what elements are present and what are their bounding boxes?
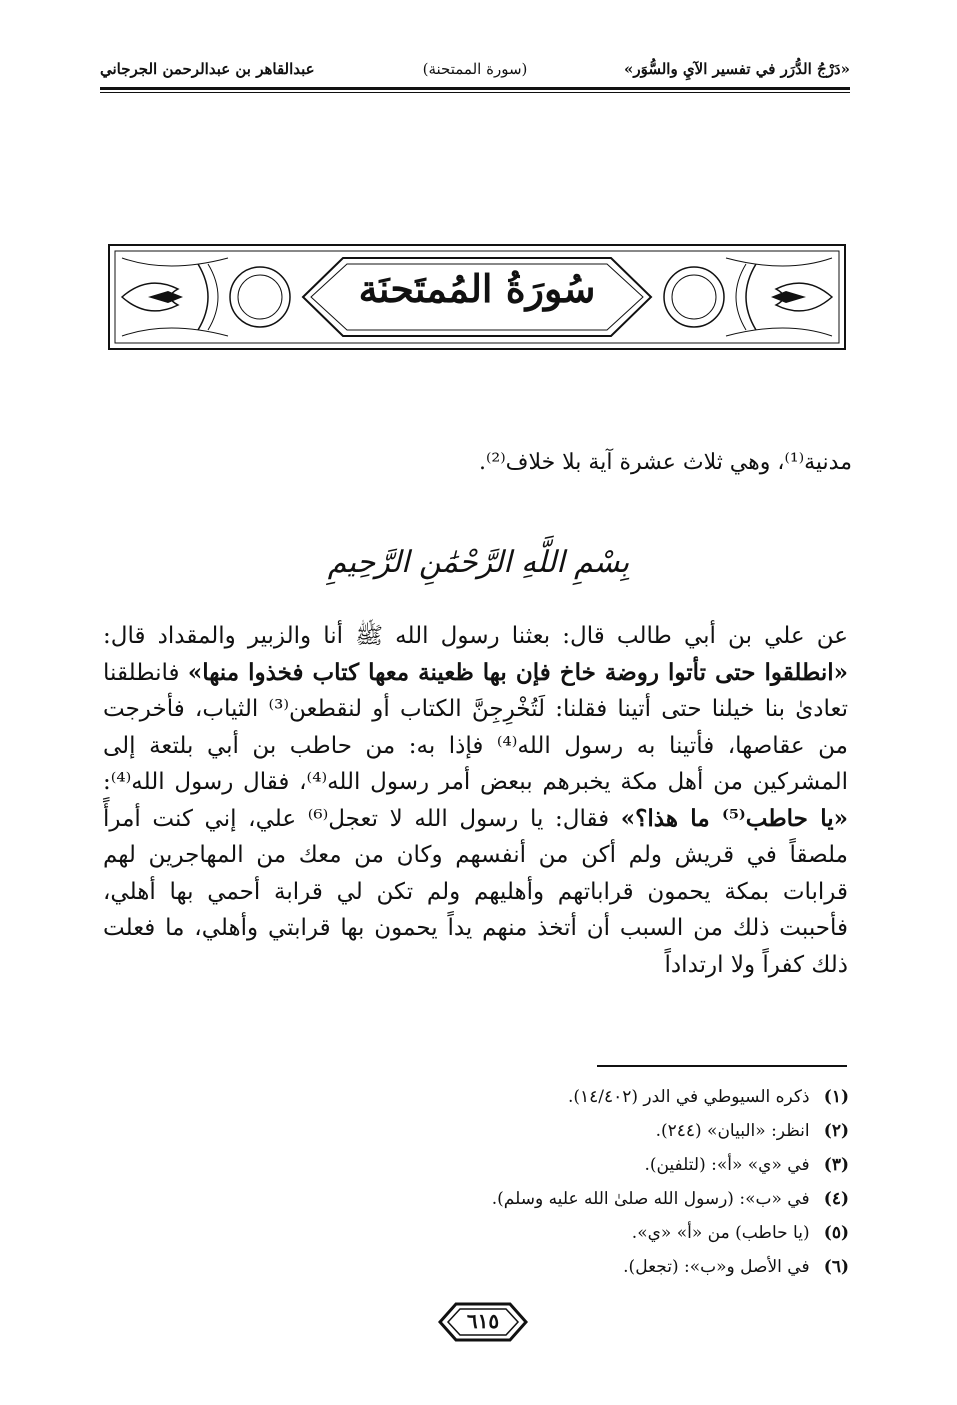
footnote-text: في الأصل و«ب»: (تجعل).	[623, 1257, 810, 1277]
body-text-1: عن علي بن أبي طالب قال: بعثنا رسول الله ﷺ أنا والزبير والمقداد قال:	[103, 623, 848, 649]
body-text-2: فانطلقنا تعادىٰ بنا خيلنا حتى أتينا فقلنا: لَتُخْرِجِنَّ الكتاب أو لنقطعن⁽³⁾ الثياب، فأخرجت من عقاصها، فأتينا به رسول الله⁽⁴⁾ فإذا به: من حاطب بن أبي بلتعة إلى المشركين من أهل مكة يخبرهم ببعض أمر رسول الله⁽⁴⁾، فقال رسول الله⁽⁴⁾:	[103, 659, 848, 795]
footnote-item	[249, 1114, 849, 1148]
footnote-text: (يا حاطب) من «أ» «ي».	[631, 1223, 810, 1243]
surah-title: سُورَةُ المُمتَحنَة	[358, 266, 596, 311]
footnote-item	[249, 1080, 849, 1114]
footnote-number: (٥)	[823, 1223, 849, 1243]
header-rule-thick	[100, 87, 850, 90]
footnote-number: (٢)	[823, 1121, 849, 1141]
body-paragraph	[103, 618, 848, 983]
page-number: ٦١٥	[466, 1309, 500, 1333]
footnote-item	[249, 1250, 849, 1284]
surah-tag: (سورة الممتحنة)	[422, 60, 528, 78]
footnote-number: (١)	[823, 1087, 849, 1107]
footnote-separator	[597, 1065, 847, 1067]
author-name: عبدالقاهر بن عبدالرحمن الجرجاني	[100, 60, 315, 78]
footnote-text: انظر: «البيان» (٢٤٤).	[655, 1121, 810, 1141]
running-header	[100, 48, 850, 88]
footnote-text: ذكره السيوطي في الدر (١٤/٤٠٢).	[567, 1087, 810, 1107]
footnote-number: (٦)	[823, 1257, 849, 1277]
basmala: بِسْمِ اللَّهِ الرَّحْمَٰنِ الرَّحِيمِ	[327, 545, 630, 580]
surah-intro: مدنية⁽¹⁾، وهي ثلاث عشرة آية بلا خلاف⁽²⁾.	[479, 450, 852, 475]
header-rule-thin	[100, 92, 850, 93]
footnote-item	[249, 1182, 849, 1216]
hadith-quote-1: «انطلقوا حتى تأتوا روضة خاخ فإن بها ظعينة معها كتاب فخذوا منها»	[187, 658, 848, 686]
hadith-quote-2: «يا حاطب⁽⁵⁾ ما هذا؟»	[620, 804, 848, 832]
body-text-3: فقال: يا رسول الله لا تعجل⁽⁶⁾ علي، إني كنت أمرأً ملصقاً في قريش ولم أكن من أنفسهم وكان من معك من المهاجرين لهم قرابات بمكة يحمون قراباتهم وأهليهم ولم تكن لي قرابة أحمي بها أهلي، فأحببت ذلك من السبب أن أتخذ منهم يداً يحمون بها قرابتي وأهلي، ما فعلت ذلك كفراً ولا ارتداداً	[103, 805, 848, 978]
page-number-badge	[438, 1300, 528, 1344]
book-title: «دَرْجُ الدُّرَر في تفسير الآيِ والسُّوَر»	[623, 60, 850, 78]
surah-banner	[108, 244, 846, 350]
footnote-text: في «ي» «أ»: (لتلفين).	[644, 1155, 810, 1175]
footnote-number: (٤)	[823, 1189, 849, 1209]
footnotes	[249, 1080, 849, 1284]
footnote-text: في «ب»: (رسول الله صلىٰ الله عليه وسلم).	[491, 1189, 810, 1209]
footnote-number: (٣)	[823, 1155, 849, 1175]
footnote-item	[249, 1216, 849, 1250]
footnote-item	[249, 1148, 849, 1182]
